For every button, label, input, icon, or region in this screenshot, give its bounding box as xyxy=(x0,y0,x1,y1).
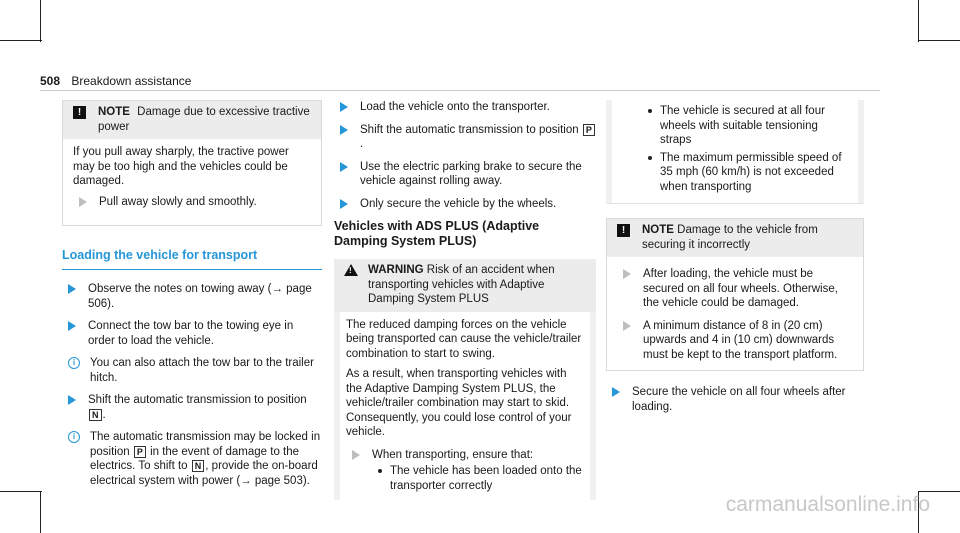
bullet-dot xyxy=(648,156,652,160)
bullet-text: The vehicle has been loaded onto the transporter correctly xyxy=(390,465,582,492)
bullet-text: The vehicle is secured at all four wheels with suitable tensioning straps xyxy=(660,105,825,146)
crop-mark xyxy=(918,0,919,42)
list-item xyxy=(642,151,852,195)
watermark: carmanualsonline.info xyxy=(725,493,930,516)
info-icon: i xyxy=(68,357,80,369)
step-arrow-icon xyxy=(340,162,348,172)
page-header xyxy=(40,74,191,89)
step-arrow-icon xyxy=(623,269,631,279)
gear-p-symbol: P xyxy=(583,124,595,136)
step-text: Connect the tow bar to the towing eye in order to load the vehicle. xyxy=(88,320,294,347)
crop-mark xyxy=(918,40,960,41)
step-load xyxy=(334,100,596,115)
note-lead: Damage to the vehicle from securing it incorrectly xyxy=(642,224,818,251)
page-number: 508 xyxy=(40,74,61,88)
section-title: Loading the vehicle for transport xyxy=(62,248,258,262)
step-arrow-icon xyxy=(612,387,620,397)
bullet-dot xyxy=(378,469,382,473)
step-text: Load the vehicle onto the transporter. xyxy=(360,101,550,113)
note-step xyxy=(617,267,853,311)
info-text: The automatic transmission may be locked in position xyxy=(90,431,321,458)
step-arrow-icon xyxy=(340,125,348,135)
crop-mark xyxy=(0,40,42,41)
note-step-text: A minimum distance of 8 in (20 cm) upwards and 4 in (10 cm) downwards must be kept to the transport platform. xyxy=(643,319,838,361)
step-text-end: . xyxy=(360,138,364,150)
exclamation-icon: ! xyxy=(617,224,630,237)
crop-mark xyxy=(40,491,41,533)
info-transmission-locked xyxy=(62,430,322,488)
info-text: in the event of damage to the electrics. To shift to xyxy=(90,445,300,472)
step-text: Only secure the vehicle by the wheels. xyxy=(360,197,557,210)
column-middle xyxy=(334,100,596,500)
step-arrow-icon xyxy=(623,321,631,331)
step-text: Shift the automatic transmission to position xyxy=(88,394,307,406)
warning-step xyxy=(346,448,584,497)
step-text: Shift the automatic transmission to position xyxy=(360,123,579,136)
warning-box xyxy=(334,259,596,500)
info-text: , provide the on-board electrical system with power (→ page 503). xyxy=(90,460,318,487)
step-secure-after-loading xyxy=(606,385,864,414)
step-shift-neutral xyxy=(62,393,322,422)
note-header xyxy=(607,219,863,257)
gear-n-symbol: N xyxy=(192,460,205,472)
bullet-text: The maximum permissible speed of 35 mph (60 km/h) is not exceeded when transporting xyxy=(660,151,842,193)
warning-text: The reduced damping forces on the vehicle being transported can cause the vehicle/trailer combination to start to swing. xyxy=(346,318,582,360)
note-body xyxy=(607,257,863,370)
note-body xyxy=(63,139,321,225)
warning-step-text: When transporting, ensure that: xyxy=(372,448,534,461)
warning-header xyxy=(334,259,596,312)
warning-icon: ! xyxy=(344,264,358,276)
step-arrow-icon xyxy=(68,395,76,405)
note-box-securing xyxy=(606,218,864,371)
bullet-dot xyxy=(648,109,652,113)
section-name: Breakdown assistance xyxy=(71,74,192,88)
step-arrow-icon xyxy=(68,284,76,294)
list-item xyxy=(642,104,852,148)
step-arrow-icon xyxy=(352,450,360,460)
crop-mark xyxy=(0,491,42,492)
step-text: Secure the vehicle on all four wheels after loading. xyxy=(632,386,846,413)
note-text: If you pull away sharply, the tractive power may be too high and the vehicles could be damaged. xyxy=(73,146,289,187)
warning-bullets-continued xyxy=(642,104,852,194)
note-step xyxy=(617,319,853,363)
note-lead: Damage due to excessive tractive power xyxy=(98,106,310,133)
info-icon: i xyxy=(68,431,80,443)
note-label: NOTE xyxy=(642,224,674,236)
step-text: Use the electric parking brake to secure the vehicle against rolling away. xyxy=(360,160,582,187)
crop-mark xyxy=(918,491,960,492)
warning-label: WARNING xyxy=(368,264,424,276)
column-right xyxy=(606,100,864,422)
warning-body xyxy=(334,312,596,501)
step-connect-tow-bar xyxy=(62,319,322,348)
step-secure-wheels xyxy=(334,197,596,212)
step-observe xyxy=(62,282,322,311)
list-item xyxy=(372,464,584,493)
section-rule xyxy=(62,269,322,271)
note-header xyxy=(63,101,321,139)
gear-p-symbol: P xyxy=(134,446,146,458)
note-step-text: After loading, the vehicle must be secured on all four wheels. Otherwise, the vehicle could be damaged. xyxy=(643,268,838,309)
header-divider xyxy=(40,90,880,91)
warning-continued xyxy=(606,100,864,204)
step-arrow-icon xyxy=(340,102,348,112)
note-step-text: Pull away slowly and smoothly. xyxy=(99,195,257,208)
note-box-tractive-power xyxy=(62,100,322,226)
exclamation-icon: ! xyxy=(73,106,86,119)
info-trailer-hitch xyxy=(62,356,322,385)
step-text-end: . xyxy=(102,408,106,421)
warning-text: As a result, when transporting vehicles with the Adaptive Damping System PLUS, the vehicle/trailer combination may start to skid. Consequently, you could lose control of your vehicle. xyxy=(346,368,572,438)
column-left xyxy=(62,100,322,496)
warning-lead: Risk of an accident when transporting vehicles with Adaptive Damping System PLUS xyxy=(368,264,555,305)
ads-plus-heading: Vehicles with ADS PLUS (Adaptive Damping System PLUS) xyxy=(334,219,540,248)
warning-bullets xyxy=(372,464,584,493)
step-shift-park xyxy=(334,123,596,152)
step-parking-brake xyxy=(334,160,596,189)
note-step xyxy=(73,195,311,210)
step-arrow-icon xyxy=(68,321,76,331)
note-label: NOTE xyxy=(98,106,130,118)
info-text: You can also attach the tow bar to the trailer hitch. xyxy=(90,357,314,384)
gear-n-symbol: N xyxy=(89,409,102,421)
step-arrow-icon xyxy=(79,197,87,207)
step-arrow-icon xyxy=(340,199,348,209)
crop-mark xyxy=(40,0,41,42)
step-text: Observe the notes on towing away (→ page 506). xyxy=(88,283,312,310)
